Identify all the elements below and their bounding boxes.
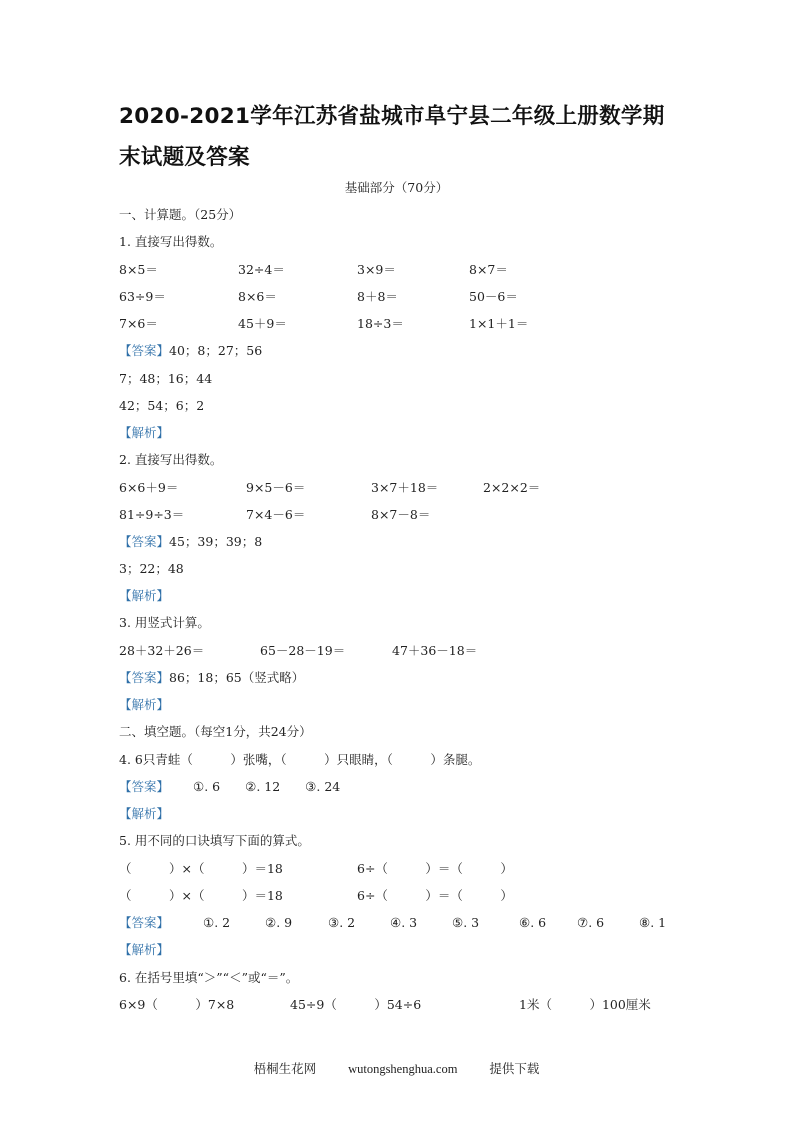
q2-item: 81÷9÷3＝ [119, 507, 185, 522]
q5-item: （ ）×（ ）＝18 [119, 888, 283, 903]
analysis-tag: 【解析】 [119, 806, 170, 821]
q6-item: 45÷9（ ）54÷6 [290, 997, 422, 1012]
footer-site-link[interactable]: wutongshenghua.com [348, 1062, 458, 1076]
q3-row [119, 643, 679, 659]
analysis-tag: 【解析】 [119, 942, 170, 957]
q1-item: 32÷4＝ [238, 262, 285, 277]
answer-tag: 【答案】 [119, 779, 170, 794]
q1-item: 63÷9＝ [119, 289, 166, 304]
q1-item: 1×1＋1＝ [469, 316, 529, 331]
q2-item: 6×6＋9＝ [119, 480, 179, 495]
q3-answer [119, 670, 304, 686]
q2-row-2 [119, 507, 679, 523]
q5-row-1 [119, 861, 679, 877]
answer-text: 40；8；27；56 [169, 343, 263, 358]
answer-item: ④. 3 [390, 915, 418, 930]
q2-item: 9×5－6＝ [246, 480, 306, 495]
analysis-tag: 【解析】 [119, 697, 170, 712]
q2-item: 8×7－8＝ [371, 507, 431, 522]
answer-item: ③. 2 [328, 915, 356, 930]
analysis-tag: 【解析】 [119, 588, 170, 603]
page-footer [0, 1059, 793, 1077]
q6-item: 1米（ ）100厘米 [519, 997, 651, 1012]
q3-item: 65－28－19＝ [260, 643, 346, 658]
footer-brand: 梧桐生花网 [253, 1061, 317, 1076]
q1-item: 8＋8＝ [357, 289, 398, 304]
analysis-tag: 【解析】 [119, 425, 170, 440]
q1-row-2 [119, 289, 679, 305]
q2-answer [119, 534, 262, 550]
section-header: 基础部分（70分） [344, 180, 449, 195]
answer-tag: 【答案】 [119, 670, 170, 685]
q5-item: 6÷（ ）＝（ ） [357, 861, 513, 876]
footer-download-text: 提供下载 [489, 1061, 540, 1076]
answer-item: ⑥. 6 [519, 915, 547, 930]
q1-answer-line-3: 42；54；6；2 [119, 398, 205, 413]
q6-item: 6×9（ ）7×8 [119, 997, 235, 1012]
answer-item: ①. 2 [203, 915, 231, 930]
q2-item: 7×4－6＝ [246, 507, 306, 522]
q3-item: 47＋36－18＝ [392, 643, 478, 658]
q1-item: 3×9＝ [357, 262, 396, 277]
q1-item: 50－6＝ [469, 289, 518, 304]
q2-answer-line-2: 3；22；48 [119, 561, 184, 576]
q2-row-1 [119, 480, 679, 496]
q2-item: 2×2×2＝ [483, 480, 541, 495]
answer-tag: 【答案】 [119, 534, 170, 549]
answer-item: ⑦. 6 [577, 915, 605, 930]
q5-row-2 [119, 888, 679, 904]
part1-heading: 一、计算题。（25分） [119, 207, 242, 222]
part2-heading: 二、填空题。（每空1分，共24分） [119, 724, 312, 739]
q1-item: 8×6＝ [238, 289, 277, 304]
answer-tag: 【答案】 [119, 915, 170, 930]
q2-prompt: 2. 直接写出得数。 [119, 452, 223, 467]
q1-item: 8×5＝ [119, 262, 158, 277]
answer-text: 45；39；39；8 [169, 534, 263, 549]
q1-item: 7×6＝ [119, 316, 158, 331]
answer-tag: 【答案】 [119, 343, 170, 358]
q3-item: 28＋32＋26＝ [119, 643, 205, 658]
q5-prompt: 5. 用不同的口诀填写下面的算式。 [119, 833, 310, 848]
q2-item: 3×7＋18＝ [371, 480, 439, 495]
q1-row-1 [119, 262, 679, 278]
q6-prompt: 6. 在括号里填“＞”“＜”或“＝”。 [119, 970, 299, 985]
answer-item: ②. 9 [265, 915, 293, 930]
q5-answer [119, 915, 689, 931]
document-title: 2020-2021学年江苏省盐城市阜宁县二年级上册数学期末试题及答案 [119, 104, 665, 170]
q1-item: 18÷3＝ [357, 316, 404, 331]
q1-answer-line-2: 7；48；16；44 [119, 371, 213, 386]
answer-text: 86；18；65（竖式略） [169, 670, 305, 685]
q1-item: 45＋9＝ [238, 316, 287, 331]
answer-item: ⑤. 3 [452, 915, 480, 930]
q1-answer [119, 343, 262, 359]
answer-text: ①. 6 ②. 12 ③. 24 [193, 779, 341, 794]
q6-row [119, 997, 679, 1013]
q3-prompt: 3. 用竖式计算。 [119, 615, 210, 630]
q5-item: 6÷（ ）＝（ ） [357, 888, 513, 903]
q1-prompt: 1. 直接写出得数。 [119, 234, 223, 249]
answer-item: ⑧. 1 [639, 915, 667, 930]
q4-answer [119, 779, 340, 795]
q5-item: （ ）×（ ）＝18 [119, 861, 283, 876]
q4-prompt: 4. 6只青蛙（ ）张嘴，（ ）只眼睛，（ ）条腿。 [119, 752, 481, 767]
q1-row-3 [119, 316, 679, 332]
q1-item: 8×7＝ [469, 262, 508, 277]
